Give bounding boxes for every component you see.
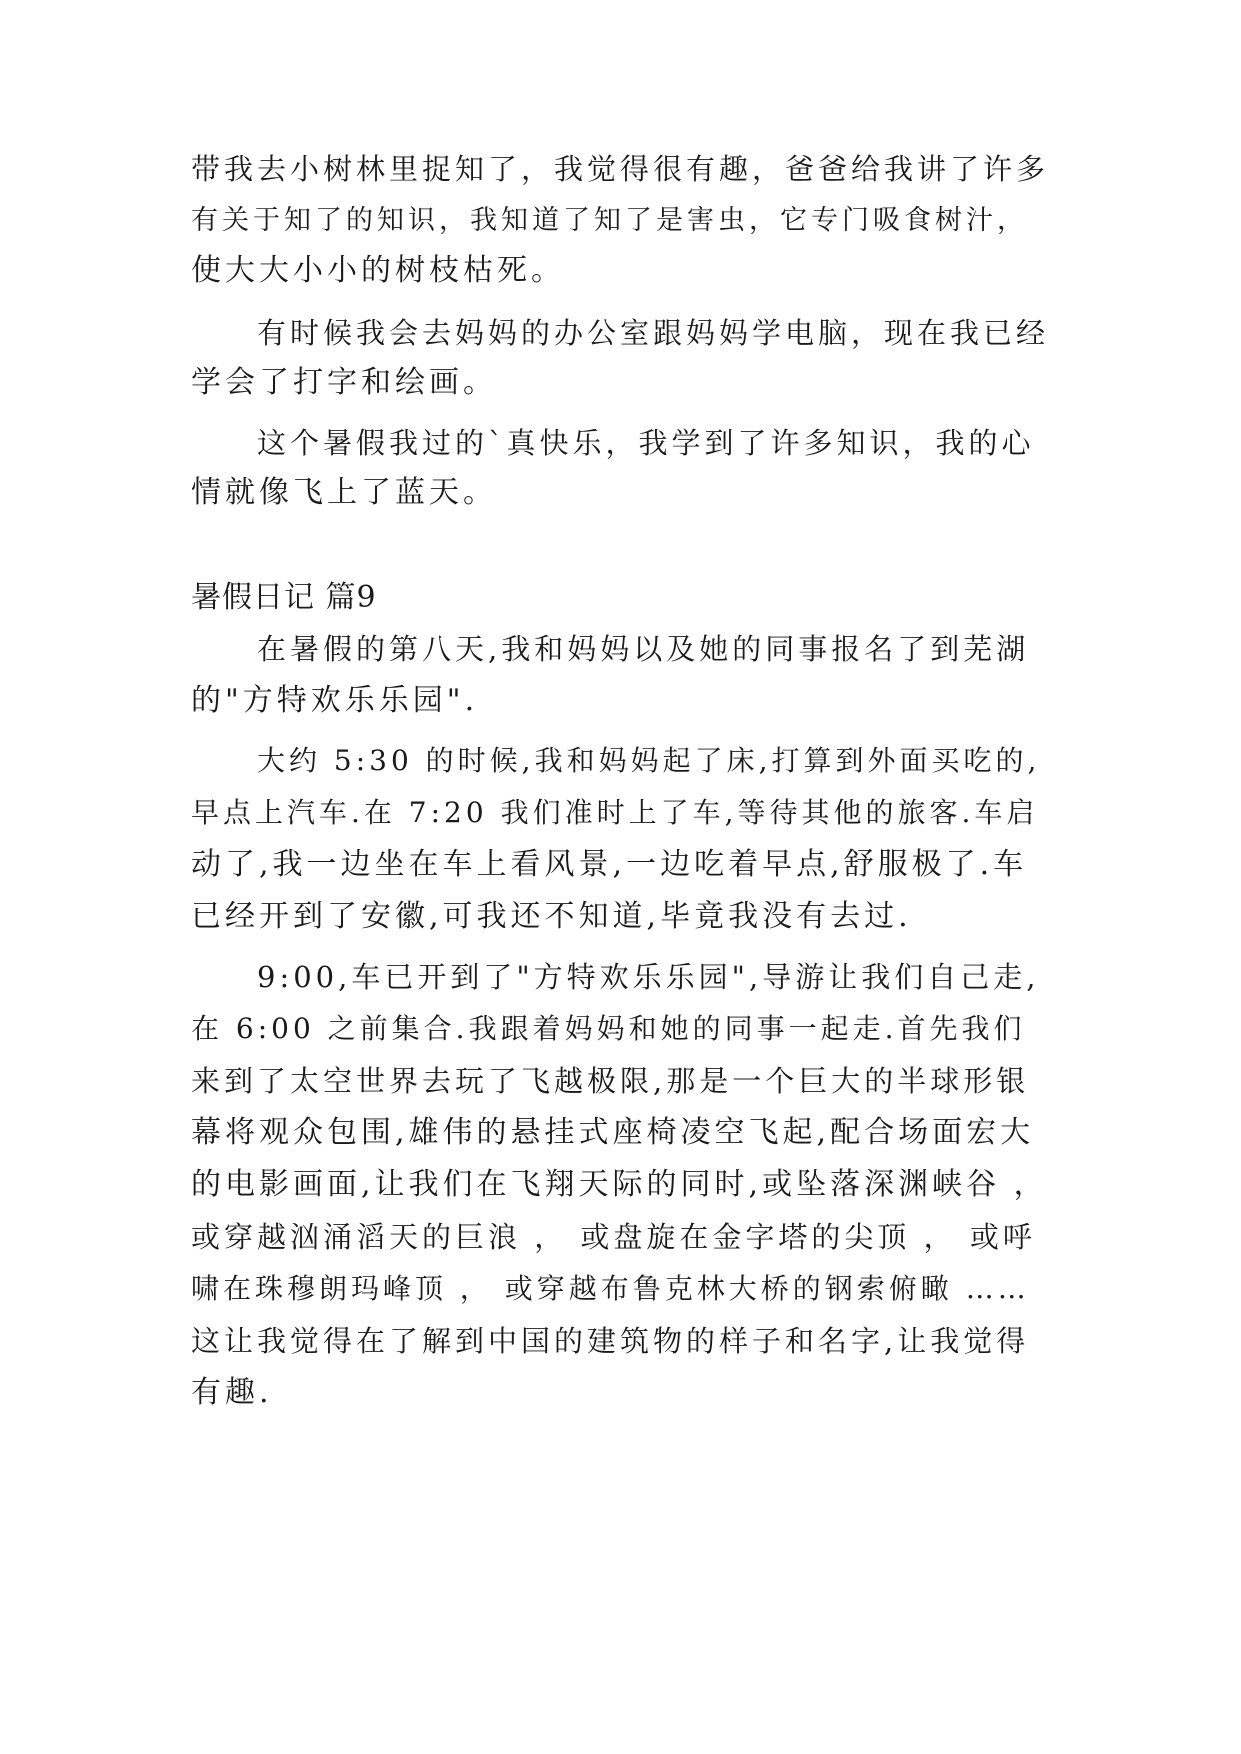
text-line: 有关于知了的知识，我知道了知了是害虫，它专门吸食树汁，: [191, 205, 1028, 236]
text-line: 在 6:00 之前集合.我跟着妈妈和她的同事一起走.首先我们: [191, 1012, 1026, 1045]
text-line: 来到了太空世界去玩了飞越极限,那是一个巨大的半球形银: [191, 1064, 1030, 1098]
text-line: 或穿越汹涌滔天的巨浪 ， 或盘旋在金字塔的尖顶 ， 或呼: [191, 1220, 1036, 1254]
paragraph-first-line: 大约 5:30 的时候,我和妈妈起了床,打算到外面买吃的,: [257, 744, 1041, 777]
paragraph-first-line: 有时候我会去妈妈的办公室跟妈妈学电脑，现在我已经: [257, 316, 1050, 350]
text-line: 啸在珠穆朗玛峰顶 ， 或穿越布鲁克林大桥的钢索俯瞰 ……: [191, 1272, 1030, 1305]
text-line: 这让我觉得在了解到中国的建筑物的样子和名字,让我觉得: [191, 1324, 1030, 1358]
text-line: 的电影画面,让我们在飞翔天际的同时,或坠落深渊峡谷 ，: [191, 1167, 1048, 1202]
text-line: 早点上汽车.在 7:20 我们准时上了车,等待其他的旅客.车启: [191, 796, 1039, 829]
text-line: 的"方特欢乐乐园".: [191, 683, 479, 718]
text-line: 动了,我一边坐在车上看风景,一边吃着早点,舒服极了.车: [191, 847, 1028, 882]
text-line: 幕将观众包围,雄伟的悬挂式座椅凌空飞起,配合场面宏大: [191, 1115, 1035, 1150]
text-line: 情就像飞上了蓝天。: [191, 475, 497, 510]
text-line: 使大大小小的树枝枯死。: [191, 253, 565, 288]
text-line: 学会了打字和绘画。: [191, 365, 497, 400]
paragraph-first-line: 9:00,车已开到了"方特欢乐乐园",导游让我们自己走,: [257, 960, 1040, 994]
paragraph-first-line: 这个暑假我过的`真快乐，我学到了许多知识，我的心: [257, 426, 1035, 460]
text-line: 已经开到了安徽,可我还不知道,毕竟我没有去过.: [191, 899, 912, 934]
text-line: 有趣.: [191, 1375, 273, 1410]
text-line: 带我去小树林里捉知了，我觉得很有趣，爸爸给我讲了许多: [191, 152, 1050, 186]
paragraph-first-line: 在暑假的第八天,我和妈妈以及她的同事报名了到芜湖: [257, 632, 1030, 666]
section-title: 暑假日记 篇9: [191, 580, 377, 615]
